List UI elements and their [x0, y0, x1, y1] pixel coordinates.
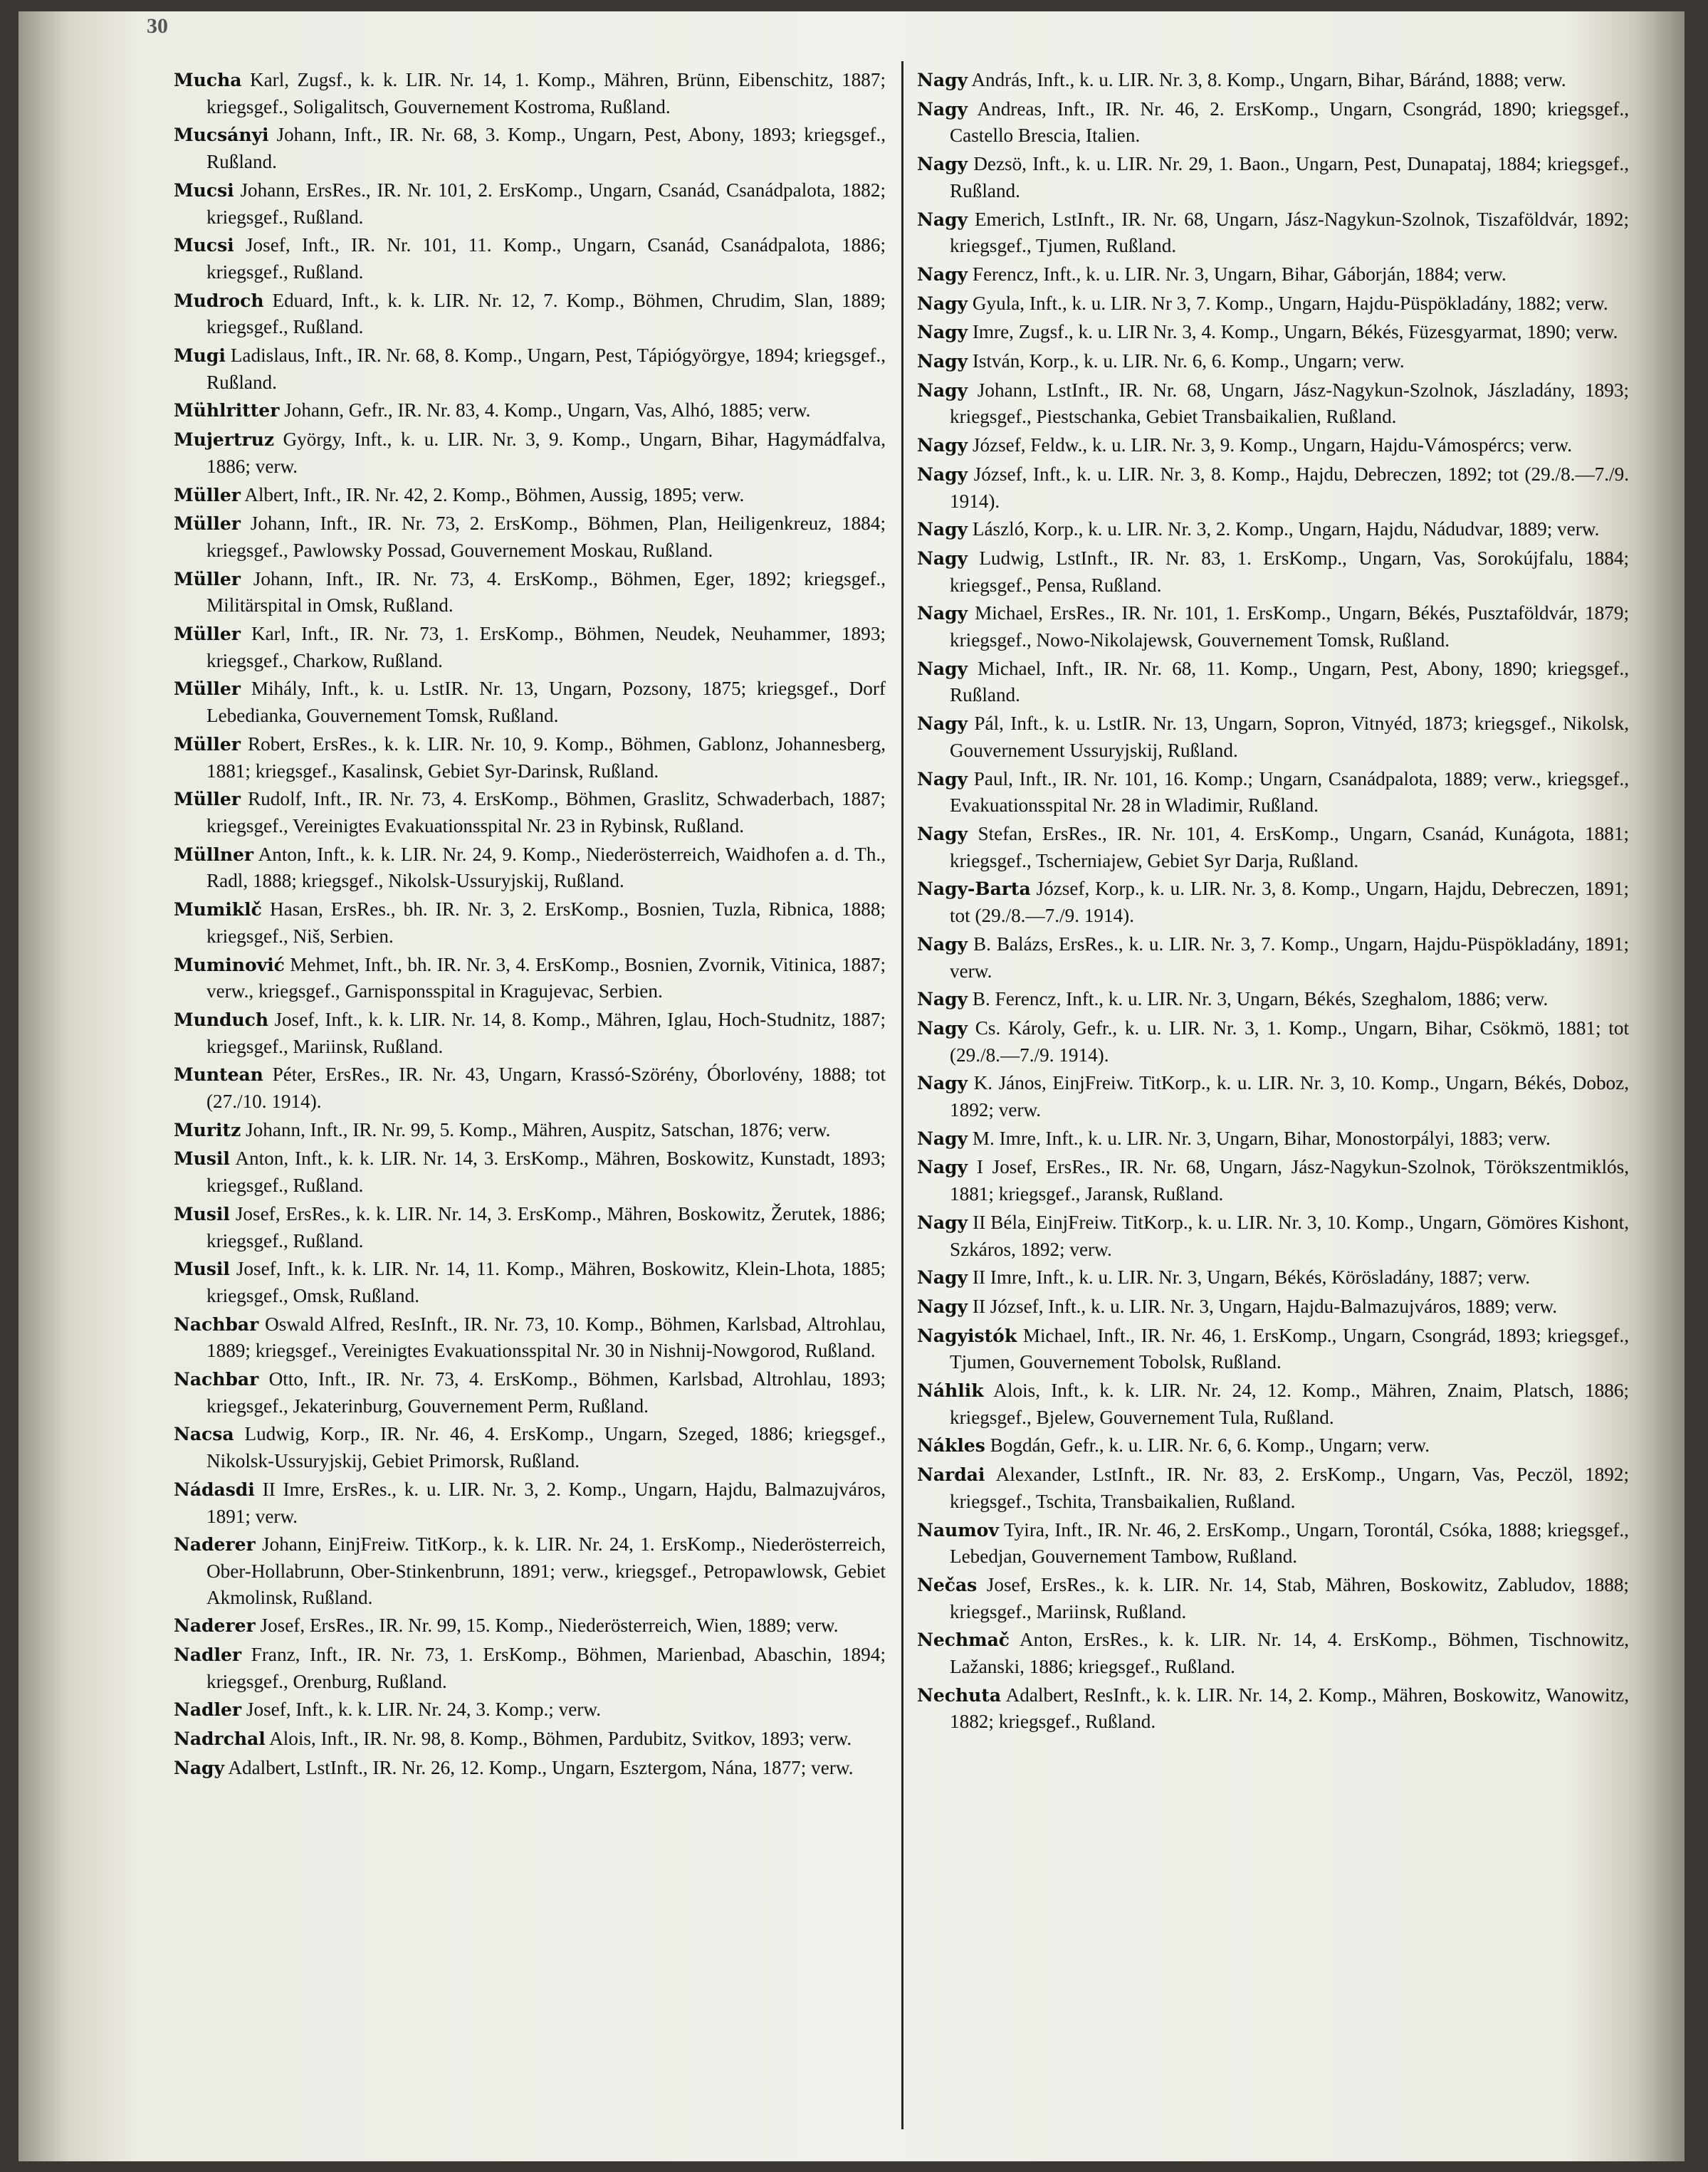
- entry-details: Paul, Inft., IR. Nr. 101, 16. Komp.; Ungarn, Csanádpalota, 1889; verw., kriegsgef., Evakuationsspital Nr. 28 in Wladimir, Rußland.: [950, 767, 1630, 817]
- entry-details: Karl, Zugsf., k. k. LIR. Nr. 14, 1. Komp., Mähren, Brünn, Eibenschitz, 1887; kriegsgef., Soligalitsch, Gouvernement Kostroma, Rußland.: [206, 69, 886, 117]
- entry-details: Ladislaus, Inft., IR. Nr. 68, 8. Komp., Ungarn, Pest, Tápiógyörgye, 1894; kriegsgef., Rußland.: [206, 345, 886, 393]
- register-entry: [174, 67, 886, 120]
- entry-details: Ferencz, Inft., k. u. LIR. Nr. 3, Ungarn, Bihar, Gáborján, 1884; verw.: [972, 263, 1507, 285]
- entry-details: István, Korp., k. u. LIR. Nr. 6, 6. Komp., Ungarn; verw.: [972, 350, 1405, 372]
- column-divider: [901, 61, 903, 2129]
- entry-surname: Muritz: [174, 1119, 241, 1140]
- register-entry: [174, 177, 886, 230]
- register-entry: [174, 621, 886, 673]
- register-entry: [917, 432, 1629, 459]
- register-entry: [917, 1462, 1629, 1514]
- entry-surname: Nagy: [917, 154, 968, 175]
- entry-surname: Musil: [174, 1148, 230, 1170]
- entry-surname: Nagy: [917, 263, 968, 285]
- register-entry: [174, 288, 886, 340]
- entry-details: Karl, Inft., IR. Nr. 73, 1. ErsKomp., Böhmen, Neudek, Neuhammer, 1893; kriegsgef., Charkow, Rußland.: [206, 623, 886, 671]
- entry-surname: Müller: [174, 678, 241, 700]
- register-entry: [174, 397, 886, 424]
- entry-details: Hasan, ErsRes., bh. IR. Nr. 3, 2. ErsKomp., Bosnien, Tuzla, Ribnica, 1888; kriegsgef., Niš, Serbien.: [206, 898, 886, 947]
- entry-surname: Mucsányi: [174, 125, 269, 146]
- register-entry: [917, 461, 1629, 514]
- entry-surname: Nagy: [917, 933, 968, 955]
- register-entry: [174, 1421, 886, 1474]
- entry-details: Tyira, Inft., IR. Nr. 46, 2. ErsKomp., Ungarn, Torontál, Csóka, 1888; kriegsgef., Lebedjan, Gouvernement Tambow, Rußland.: [950, 1518, 1629, 1568]
- entry-surname: Mucsi: [174, 235, 234, 256]
- entry-details: K. János, EinjFreiw. TitKorp., k. u. LIR. Nr. 3, 10. Komp., Ungarn, Békés, Doboz, 1892; verw.: [950, 1072, 1629, 1121]
- entry-surname: Müller: [174, 624, 241, 645]
- register-entry: [174, 786, 886, 839]
- entry-surname: Nagy: [917, 98, 968, 120]
- entry-details: Péter, ErsRes., IR. Nr. 43, Ungarn, Krassó-Szörény, Óborlovény, 1888; tot (27./10. 1914).: [206, 1064, 886, 1113]
- register-entry: [917, 319, 1629, 346]
- register-entry: [917, 876, 1629, 928]
- register-entry: [917, 96, 1629, 149]
- entry-details: Josef, ErsRes., k. k. LIR. Nr. 14, Stab, Mähren, Boskowitz, Zabludov, 1888; kriegsgef., Mariinsk, Rußland.: [950, 1573, 1629, 1622]
- register-entry: [917, 261, 1629, 288]
- register-entry: [917, 931, 1629, 984]
- entry-details: György, Inft., k. u. LIR. Nr. 3, 9. Komp., Ungarn, Bihar, Hagymádfalva, 1886; verw.: [206, 429, 886, 477]
- entry-surname: Naderer: [174, 1534, 256, 1555]
- entry-details: Anton, ErsRes., k. k. LIR. Nr. 14, 4. ErsKomp., Böhmen, Tischnowitz, Lažanski, 1886; kriegsgef., Rußland.: [950, 1629, 1630, 1678]
- register-entry: [174, 510, 886, 563]
- entry-surname: Nachbar: [174, 1369, 259, 1390]
- entry-details: Gyula, Inft., k. u. LIR. Nr 3, 7. Komp., Ungarn, Hajdu-Püspökladány, 1882; verw.: [972, 292, 1608, 314]
- entry-surname: Nagy: [917, 1267, 968, 1289]
- entry-surname: Nechmač: [917, 1630, 1010, 1651]
- register-entry: [174, 731, 886, 784]
- entry-surname: Mucsi: [174, 179, 234, 201]
- register-entry: [917, 290, 1629, 318]
- entry-details: Michael, Inft., IR. Nr. 46, 1. ErsKomp., Ungarn, Csongrád, 1893; kriegsgef., Tjumen, Gouvernement Tobolsk, Rußland.: [950, 1324, 1630, 1373]
- entry-surname: Nagy: [917, 1212, 968, 1233]
- register-entry: [174, 1642, 886, 1694]
- register-entry: [174, 566, 886, 619]
- register-entry: [174, 841, 886, 894]
- entry-surname: Nagy: [917, 547, 968, 569]
- entry-details: Mehmet, Inft., bh. IR. Nr. 3, 4. ErsKomp., Bosnien, Zvornik, Vitinica, 1887; verw., kriegsgef., Garnisponsspital in Kragujevac, Serbien.: [206, 953, 886, 1002]
- register-entry: [174, 676, 886, 728]
- register-entry: [917, 1264, 1629, 1291]
- entry-surname: Mudroch: [174, 290, 264, 311]
- entry-details: Otto, Inft., IR. Nr. 73, 4. ErsKomp., Böhmen, Karlsbad, Altrohlau, 1893; kriegsgef., Jekaterinburg, Gouvernement Perm, Rußland.: [206, 1368, 886, 1417]
- entry-details: Johann, Inft., IR. Nr. 73, 2. ErsKomp., Böhmen, Plan, Heiligenkreuz, 1884; kriegsgef., Pawlowsky Possad, Gouvernement Moskau, Rußland.: [206, 513, 886, 561]
- entry-details: Oswald Alfred, ResInft., IR. Nr. 73, 10. Komp., Böhmen, Karlsbad, Altrohlau, 1889; kriegsgef., Vereinigtes Evakuationsspital Nr. 30 in Nishnij-Nowgorod, Rußland.: [206, 1313, 886, 1362]
- entry-details: Josef, ErsRes., k. k. LIR. Nr. 14, 3. ErsKomp., Mähren, Boskowitz, Žerutek, 1886; kriegsgef., Rußland.: [206, 1202, 886, 1252]
- entry-surname: Nagy: [917, 823, 968, 844]
- register-entry: [174, 1145, 886, 1198]
- register-entry: [174, 122, 886, 174]
- entry-surname: Nachbar: [174, 1313, 259, 1335]
- entry-surname: Nagy: [917, 768, 968, 789]
- register-entry: [917, 348, 1629, 375]
- entry-surname: Nagy: [917, 209, 968, 230]
- entry-details: József, Korp., k. u. LIR. Nr. 3, 8. Komp., Ungarn, Hajdu, Debreczen, 1891; tot (29./8.—7./9. 1914).: [950, 878, 1630, 927]
- entry-details: I Josef, ErsRes., IR. Nr. 68, Ungarn, Jász-Nagykun-Szolnok, Törökszentmiklós, 1881; kriegsgef., Jaransk, Rußland.: [950, 1156, 1630, 1205]
- register-entry: [174, 1755, 886, 1782]
- scanned-page: [19, 11, 1685, 2161]
- entry-surname: Muntean: [174, 1064, 263, 1086]
- register-entry: [917, 656, 1629, 708]
- entry-details: László, Korp., k. u. LIR. Nr. 3, 2. Komp., Ungarn, Hajdu, Nádudvar, 1889; verw.: [972, 518, 1600, 540]
- entry-details: Franz, Inft., IR. Nr. 73, 1. ErsKomp., Böhmen, Marienbad, Abaschin, 1894; kriegsgef., Orenburg, Rußland.: [206, 1644, 886, 1692]
- entry-surname: Nacsa: [174, 1424, 234, 1445]
- entry-surname: Nákles: [917, 1435, 985, 1457]
- register-entry: [174, 482, 886, 509]
- register-entry: [917, 1210, 1629, 1262]
- register-entry: [917, 1627, 1629, 1679]
- entry-surname: Nadler: [174, 1699, 242, 1721]
- register-entry: [174, 426, 886, 479]
- entry-details: Alois, Inft., IR. Nr. 98, 8. Komp., Böhmen, Pardubitz, Svitkov, 1893; verw.: [269, 1728, 852, 1750]
- entry-details: Cs. Károly, Gefr., k. u. LIR. Nr. 3, 1. Komp., Ungarn, Bihar, Csökmö, 1881; tot (29./8.—7./9. 1914).: [950, 1017, 1629, 1066]
- entry-details: Josef, Inft., k. k. LIR. Nr. 14, 8. Komp., Mähren, Iglau, Hoch-Studnitz, 1887; kriegsgef., Mariinsk, Rußland.: [206, 1008, 886, 1057]
- entry-details: Ludwig, LstInft., IR. Nr. 83, 1. ErsKomp., Ungarn, Vas, Sorokújfalu, 1884; kriegsgef., Pensa, Rußland.: [950, 547, 1629, 596]
- entry-details: Michael, ErsRes., IR. Nr. 101, 1. ErsKomp., Ungarn, Békés, Pusztaföldvár, 1879; kriegsgef., Nowo-Nikolajewsk, Gouvernement Tomsk, Rußland.: [950, 602, 1629, 651]
- entry-surname: Mucha: [174, 70, 242, 90]
- entry-surname: Naderer: [174, 1615, 256, 1637]
- entry-details: Josef, ErsRes., IR. Nr. 99, 15. Komp., Niederösterreich, Wien, 1889; verw.: [260, 1615, 839, 1637]
- entry-details: Andreas, Inft., IR. Nr. 46, 2. ErsKomp., Ungarn, Csongrád, 1890; kriegsgef., Castello Brescia, Italien.: [950, 98, 1630, 147]
- entry-details: Josef, Inft., k. k. LIR. Nr. 24, 3. Komp.; verw.: [246, 1699, 602, 1721]
- entry-surname: Müller: [174, 568, 241, 589]
- entry-details: Mihály, Inft., k. u. LstIR. Nr. 13, Ungarn, Pozsony, 1875; kriegsgef., Dorf Lebedianka, Gouvernement Tomsk, Rußland.: [206, 678, 886, 727]
- entry-surname: Mujertruz: [174, 429, 275, 451]
- register-entry: [917, 1323, 1629, 1375]
- entry-surname: Müllner: [174, 844, 254, 865]
- register-entry: [174, 1696, 886, 1724]
- register-entry: [917, 1432, 1629, 1459]
- entry-surname: Nagyistók: [917, 1325, 1017, 1346]
- entry-surname: Nagy: [917, 351, 968, 372]
- register-entry: [174, 342, 886, 395]
- register-entry: [917, 1015, 1629, 1068]
- entry-details: Imre, Zugsf., k. u. LIR Nr. 3, 4. Komp., Ungarn, Békés, Füzesgyarmat, 1890; verw.: [972, 321, 1618, 343]
- entry-surname: Mühlritter: [174, 400, 280, 421]
- entry-details: József, Feldw., k. u. LIR. Nr. 3, 9. Komp., Ungarn, Hajdu-Vámospércs; verw.: [972, 434, 1573, 456]
- entry-details: II Imre, Inft., k. u. LIR. Nr. 3, Ungarn, Békés, Körösladány, 1887; verw.: [972, 1266, 1531, 1289]
- register-entry: [174, 1256, 886, 1308]
- register-entry: [174, 1476, 886, 1529]
- register-entry: [917, 67, 1629, 94]
- entry-details: Rudolf, Inft., IR. Nr. 73, 4. ErsKomp., Böhmen, Graslitz, Schwaderbach, 1887; kriegsgef., Vereinigtes Evakuationsspital Nr. 23 in Rybinsk, Rußland.: [206, 788, 886, 836]
- entry-details: Alois, Inft., k. k. LIR. Nr. 24, 12. Komp., Mähren, Znaim, Platsch, 1886; kriegsgef., Bjelew, Gouvernement Tula, Rußland.: [950, 1380, 1630, 1428]
- entry-details: Johann, EinjFreiw. TitKorp., k. k. LIR. Nr. 24, 1. ErsKomp., Niederösterreich, Ober-Hollabrunn, Ober-Stinkenbrunn, 1891; verw., kriegsgef., Petropawlowsk, Gebiet Akmolinsk, Rußland.: [206, 1533, 886, 1608]
- entry-details: II Béla, EinjFreiw. TitKorp., k. u. LIR. Nr. 3, 10. Komp., Ungarn, Gömöres Kishont, Szkáros, 1892; verw.: [950, 1211, 1629, 1260]
- entry-details: B. Balázs, ErsRes., k. u. LIR. Nr. 3, 7. Komp., Ungarn, Hajdu-Püspökladány, 1891; verw.: [950, 933, 1629, 982]
- entry-details: Adalbert, ResInft., k. k. LIR. Nr. 14, 2. Komp., Mähren, Boskowitz, Wanowitz, 1882; kriegsgef., Rußland.: [950, 1684, 1630, 1733]
- register-entry: [174, 1612, 886, 1640]
- entry-details: Stefan, ErsRes., IR. Nr. 101, 4. ErsKomp., Ungarn, Csanád, Kunágota, 1881; kriegsgef., Tscherniajew, Gebiet Syr Darja, Rußland.: [950, 822, 1630, 871]
- entry-surname: Náhlik: [917, 1380, 984, 1402]
- entry-details: Adalbert, LstInft., IR. Nr. 26, 12. Komp., Ungarn, Esztergom, Nána, 1877; verw.: [228, 1756, 854, 1778]
- register-entry: [917, 1126, 1629, 1153]
- entry-surname: Nečas: [917, 1574, 978, 1595]
- register-entry: [917, 1517, 1629, 1570]
- register-entry: [917, 545, 1629, 598]
- entry-surname: Nagy: [917, 293, 968, 314]
- entry-details: Albert, Inft., IR. Nr. 42, 2. Komp., Böhmen, Aussig, 1895; verw.: [244, 483, 745, 505]
- entry-surname: Nagy: [917, 989, 968, 1010]
- register-entry: [917, 1070, 1629, 1123]
- entry-surname: Musil: [174, 1203, 230, 1224]
- entry-surname: Nagy: [917, 1296, 968, 1317]
- entry-surname: Müller: [174, 513, 241, 535]
- register-entry: [174, 1201, 886, 1254]
- left-column: [174, 67, 886, 1784]
- entry-details: Josef, Inft., k. k. LIR. Nr. 14, 11. Komp., Mähren, Boskowitz, Klein-Lhota, 1885; kriegsgef., Omsk, Rußland.: [206, 1258, 886, 1306]
- entry-details: Bogdán, Gefr., k. u. LIR. Nr. 6, 6. Komp., Ungarn; verw.: [990, 1434, 1430, 1457]
- entry-surname: Nagy: [917, 713, 968, 735]
- entry-details: Johann, ErsRes., IR. Nr. 101, 2. ErsKomp., Ungarn, Csanád, Csanádpalota, 1882; kriegsgef., Rußland.: [206, 179, 886, 228]
- entry-surname: Nagy: [917, 379, 968, 401]
- register-entry: [917, 151, 1629, 204]
- register-entry: [917, 1294, 1629, 1321]
- entry-surname: Nádasdi: [174, 1479, 255, 1500]
- entry-details: B. Ferencz, Inft., k. u. LIR. Nr. 3, Ungarn, Békés, Szeghalom, 1886; verw.: [972, 988, 1549, 1010]
- entry-surname: Nagy: [917, 1017, 968, 1039]
- entry-details: Dezsö, Inft., k. u. LIR. Nr. 29, 1. Baon., Ungarn, Pest, Dunapataj, 1884; kriegsgef., Rußland.: [950, 153, 1630, 201]
- entry-details: M. Imre, Inft., k. u. LIR. Nr. 3, Ungarn, Bihar, Monostorpályi, 1883; verw.: [972, 1127, 1551, 1149]
- entry-details: Anton, Inft., k. k. LIR. Nr. 14, 3. ErsKomp., Mähren, Boskowitz, Kunstadt, 1893; kriegsgef., Rußland.: [206, 1148, 886, 1197]
- register-entry: [917, 1572, 1629, 1625]
- entry-surname: Nadler: [174, 1644, 242, 1666]
- entry-details: András, Inft., k. u. LIR. Nr. 3, 8. Komp., Ungarn, Bihar, Báránd, 1888; verw.: [971, 69, 1566, 90]
- entry-surname: Musil: [174, 1259, 230, 1280]
- register-entry: [174, 232, 886, 285]
- entry-surname: Nagy: [917, 519, 968, 540]
- entry-surname: Nagy: [917, 463, 968, 485]
- entry-surname: Nagy: [917, 1073, 968, 1094]
- entry-surname: Nagy: [917, 322, 968, 343]
- register-entry: [174, 1061, 886, 1114]
- register-entry: [174, 1726, 886, 1753]
- entry-details: II József, Inft., k. u. LIR. Nr. 3, Ungarn, Hajdu-Balmazujváros, 1889; verw.: [972, 1295, 1558, 1317]
- entry-surname: Nagy-Barta: [917, 878, 1031, 900]
- entry-surname: Müller: [174, 789, 241, 810]
- entry-surname: Mumiklč: [174, 899, 262, 920]
- entry-details: Pál, Inft., k. u. LstIR. Nr. 13, Ungarn, Sopron, Vitnyéd, 1873; kriegsgef., Nikolsk, Gouvernement Ussuryjskij, Rußland.: [950, 713, 1629, 761]
- register-entry: [174, 952, 886, 1004]
- register-entry: [917, 206, 1629, 259]
- right-column: [917, 67, 1629, 1737]
- register-entry: [917, 710, 1629, 763]
- register-entry: [174, 1311, 886, 1364]
- register-entry: [917, 1154, 1629, 1207]
- entry-details: Johann, Gefr., IR. Nr. 83, 4. Komp., Ungarn, Vas, Alhó, 1885; verw.: [284, 399, 811, 421]
- register-entry: [917, 600, 1629, 653]
- entry-details: Alexander, LstInft., IR. Nr. 83, 2. ErsKomp., Ungarn, Vas, Peczöl, 1892; kriegsgef., Tschita, Transbaikalien, Rußland.: [950, 1464, 1629, 1512]
- entry-details: Johann, LstInft., IR. Nr. 68, Ungarn, Jász-Nagykun-Szolnok, Jászladány, 1893; kriegsgef., Piestschanka, Gebiet Transbaikalien, Rußland.: [950, 379, 1630, 428]
- entry-details: József, Inft., k. u. LIR. Nr. 3, 8. Komp., Hajdu, Debreczen, 1892; tot (29./8.—7./9. 1914).: [950, 463, 1629, 512]
- entry-surname: Munduch: [174, 1009, 269, 1030]
- register-entry: [917, 766, 1629, 819]
- register-entry: [917, 516, 1629, 543]
- entry-details: Johann, Inft., IR. Nr. 99, 5. Komp., Mähren, Auspitz, Satschan, 1876; verw.: [246, 1118, 831, 1140]
- register-entry: [174, 1007, 886, 1059]
- entry-surname: Nagy: [917, 603, 968, 624]
- page-number: 30: [147, 14, 168, 38]
- register-entry: [917, 986, 1629, 1013]
- entry-surname: Nardai: [917, 1464, 985, 1486]
- entry-details: Johann, Inft., IR. Nr. 73, 4. ErsKomp., Böhmen, Eger, 1892; kriegsgef., Militärspital in Omsk, Rußland.: [206, 567, 886, 617]
- entry-surname: Nadrchal: [174, 1728, 266, 1750]
- register-entry: [174, 1531, 886, 1610]
- register-entry: [174, 1366, 886, 1419]
- entry-surname: Nechuta: [917, 1684, 1002, 1706]
- entry-surname: Nagy: [917, 1157, 968, 1178]
- entry-surname: Mugi: [174, 345, 226, 367]
- entry-details: Ludwig, Korp., IR. Nr. 46, 4. ErsKomp., Ungarn, Szeged, 1886; kriegsgef., Nikolsk-Ussuryjskij, Gebiet Primorsk, Rußland.: [206, 1423, 886, 1472]
- entry-details: II Imre, ErsRes., k. u. LIR. Nr. 3, 2. Komp., Ungarn, Hajdu, Balmazujváros, 1891; verw.: [206, 1478, 886, 1527]
- register-entry: [917, 821, 1629, 873]
- entry-surname: Nagy: [917, 435, 968, 456]
- register-entry: [917, 377, 1629, 430]
- register-entry: [174, 896, 886, 949]
- entry-details: Eduard, Inft., k. k. LIR. Nr. 12, 7. Komp., Böhmen, Chrudim, Slan, 1889; kriegsgef., Rußland.: [206, 289, 886, 338]
- register-entry: [917, 1378, 1629, 1430]
- entry-surname: Muminović: [174, 954, 285, 975]
- entry-surname: Müller: [174, 484, 241, 505]
- entry-surname: Müller: [174, 733, 241, 755]
- entry-surname: Nagy: [917, 70, 968, 90]
- entry-surname: Naumov: [917, 1519, 999, 1541]
- entry-surname: Nagy: [174, 1757, 225, 1778]
- entry-details: Robert, ErsRes., k. k. LIR. Nr. 10, 9. Komp., Böhmen, Gablonz, Johannesberg, 1881; kriegsgef., Kasalinsk, Gebiet Syr-Darinsk, Rußland.: [206, 733, 886, 782]
- entry-details: Anton, Inft., k. k. LIR. Nr. 24, 9. Komp., Niederösterreich, Waidhofen a. d. Th., Radl, 1888; kriegsgef., Nikolsk-Ussuryjskij, Rußland.: [206, 843, 886, 892]
- entry-details: Emerich, LstInft., IR. Nr. 68, Ungarn, Jász-Nagykun-Szolnok, Tiszaföldvár, 1892; kriegsgef., Tjumen, Rußland.: [950, 208, 1630, 257]
- register-entry: [917, 1682, 1629, 1735]
- register-entry: [174, 1117, 886, 1144]
- entry-surname: Nagy: [917, 1128, 968, 1149]
- entry-details: Josef, Inft., IR. Nr. 101, 11. Komp., Ungarn, Csanád, Csanádpalota, 1886; kriegsgef., Rußland.: [206, 234, 886, 283]
- entry-surname: Nagy: [917, 658, 968, 679]
- entry-details: Michael, Inft., IR. Nr. 68, 11. Komp., Ungarn, Pest, Abony, 1890; kriegsgef., Rußland.: [950, 657, 1629, 706]
- entry-details: Johann, Inft., IR. Nr. 68, 3. Komp., Ungarn, Pest, Abony, 1893; kriegsgef., Rußland.: [206, 124, 886, 173]
